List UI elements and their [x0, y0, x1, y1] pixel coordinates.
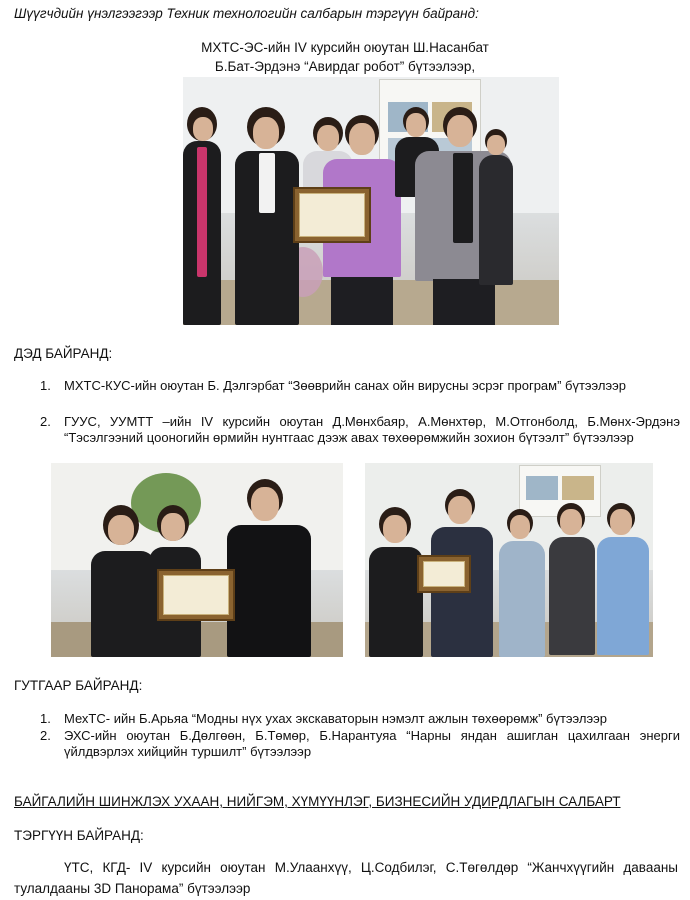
science-section-title: БАЙГАЛИЙН ШИНЖЛЭХ УХААН, НИЙГЭМ, ХҮМҮҮНЛЭГ, БИЗНЕСИЙН УДИРДЛАГЫН САЛБАРТ [14, 794, 621, 809]
list-item: 1. МХТС-КУС-ийн оюутан Б. Дэлгэрбат “Зөөврийн санах ойн вирусны эсрэг програм” бүтээлээр [40, 378, 626, 393]
list-item: 2. ГУУС, УУМТТ –ийн IV курсийн оюутан Д.Мөнхбаяр, А.Мөнхтөр, М.Отгонболд, Б.Мөнх-Эрдэнэ “Тэсэлгээний цооногийн өрмийн нунтгаас дээж авах төхөөрөмжийн зохион бүтээлт” бүтээлээр [40, 414, 680, 445]
award-photo-second-place-2 [365, 463, 653, 657]
second-place-label: ДЭД БАЙРАНД: [14, 346, 113, 361]
science-first-place-label: ТЭРГҮҮН БАЙРАНД: [14, 828, 144, 843]
list-item: 1. МехТС- ийн Б.Арьяа “Модны нүх ухах экскаваторын нэмэлт ажлын төхөөрөмж” бүтээлээр [40, 711, 607, 726]
award-photo-first-place [183, 77, 559, 325]
certificate-frame [157, 569, 235, 621]
section-heading: Шүүгчдийн үнэлгээгээр Техник технологийн салбарын тэргүүн байранд: [14, 6, 479, 21]
award-photo-second-place-1 [51, 463, 343, 657]
science-first-place-paragraph: ҮТС, КГД- IV курсийн оюутан М.Улаанхүү, Ц.Содбилэг, С.Төгөлдөр “Жанчхүүгийн давааны тулалдааны 3D Панорама” бүтээлээр [14, 860, 678, 896]
third-place-label: ГУТГААР БАЙРАНД: [14, 678, 143, 693]
certificate-frame [293, 187, 371, 243]
first-place-winner-line: МХТС-ЭС-ийн IV курсийн оюутан Ш.Насанбат [201, 40, 489, 55]
list-item: 2. ЭХС-ийн оюутан Б.Дөлгөөн, Б.Төмөр, Б.Нарантуяа “Нарны яндан ашиглан цахилгаан энерги үйлдвэрлэх хийцийн туршилт” бүтээлээр [40, 728, 680, 759]
certificate-frame [417, 555, 471, 593]
first-place-project-line: Б.Бат-Эрдэнэ “Авирдаг робот” бүтээлээр, [214, 59, 476, 74]
